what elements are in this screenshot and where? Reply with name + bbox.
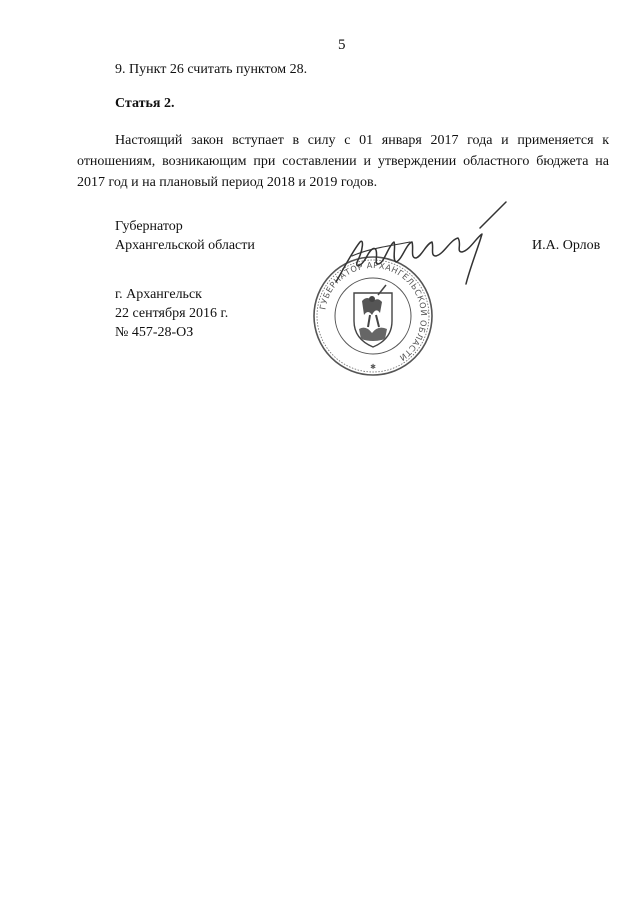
article-2-heading: Статья 2. — [115, 96, 175, 111]
governor-title: Губернатор — [115, 219, 183, 234]
page-number: 5 — [338, 37, 346, 53]
governor-name: И.А. Орлов — [532, 238, 601, 253]
item-9-text: 9. Пункт 26 считать пунктом 28. — [115, 62, 308, 77]
handwritten-signature — [330, 198, 520, 318]
issue-place: г. Архангельск — [115, 287, 202, 302]
seal-star-icon: ✱ — [370, 363, 376, 371]
issue-date: 22 сентября 2016 г. — [115, 306, 229, 321]
article-2-paragraph: Настоящий закон вступает в силу с 01 января 2017 года и применяется к отношениям, возникающим при составлении и утверждении областного бюджета на 2017 год и на плановый период 2018 и 2019 годов. — [77, 133, 609, 190]
governor-region: Архангельской области — [115, 238, 255, 253]
seal-lettering: ГУБЕРНАТОР АРХАНГЕЛЬСКОЙ ОБЛАСТИ — [317, 259, 430, 364]
law-number: № 457-28-ОЗ — [115, 325, 194, 340]
